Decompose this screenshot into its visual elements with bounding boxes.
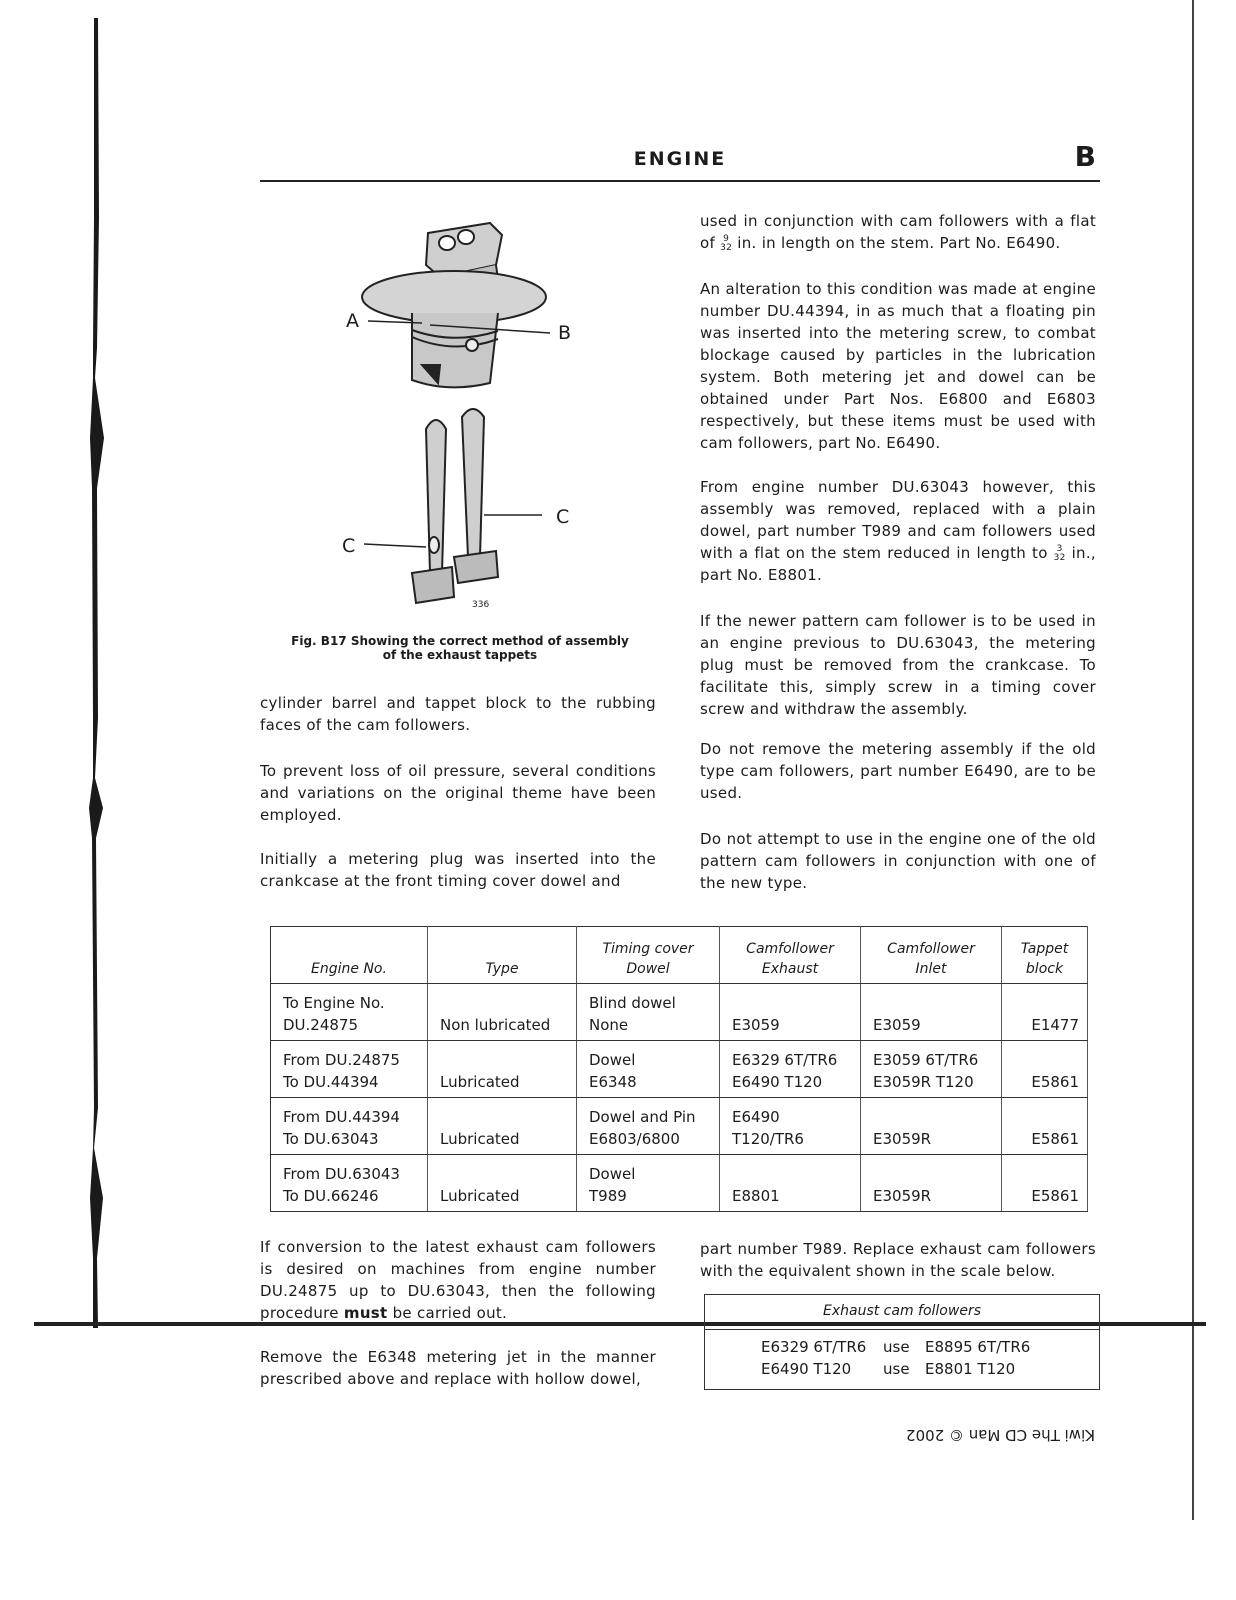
exhaust-cam-followers-table <box>704 1294 1100 1390</box>
header-engine-no: Engine No. <box>271 927 428 984</box>
page-title: ENGINE <box>633 148 727 170</box>
cell-tappet: E5861 <box>1002 1041 1088 1098</box>
left-paragraph-1-text: cylinder barrel and tappet block to the rubbing faces of the cam followers. <box>260 694 656 734</box>
cell-tappet: E5861 <box>1002 1098 1088 1155</box>
right-paragraph-4 <box>700 610 1096 720</box>
cell-inlet: E3059R <box>861 1155 1002 1212</box>
new-part: E8895 6T/TR6 <box>925 1338 1031 1356</box>
right-p3-before: From engine number DU.63043 however, this assembly was removed, replaced with a plain dowel, part number T989 and cam followers used with a flat on the stem reduced in length to <box>700 478 1096 562</box>
figure-label-c-right: C <box>556 506 570 528</box>
left-paragraph-2-text: To prevent loss of oil pressure, several conditions and variations on the original theme have been employed. <box>260 762 656 824</box>
cell-tappet: E1477 <box>1002 984 1088 1041</box>
right-paragraph-2-text: An alteration to this condition was made at engine number DU.44394, in as much that a floating pin was inserted into the metering screw, to combat blockage caused by particles in the lubrication system. Both metering jet and dowel can be obtained under Part Nos. E6800 and E6803 respectively, but these items must be used with cam followers, part No. E6490. <box>700 280 1096 452</box>
bottom-right-paragraph-1-text: part number T989. Replace exhaust cam followers with the equivalent shown in the scale below. <box>700 1240 1096 1280</box>
emphasis-must: must <box>343 1304 388 1322</box>
cell-exhaust: E6329 6T/TR6 E6490 T120 <box>720 1041 861 1098</box>
section-letter: B <box>1074 140 1096 173</box>
right-p1-before: used in conjunction with cam followers with a flat of <box>700 212 1096 252</box>
scan-binding-edge <box>88 18 106 1328</box>
table-row <box>271 1098 1088 1155</box>
new-part: E8801 T120 <box>925 1360 1016 1378</box>
cell-engine-no: From DU.44394 To DU.63043 <box>271 1098 428 1155</box>
right-paragraph-2 <box>700 278 1096 454</box>
left-paragraph-2 <box>260 760 656 826</box>
header-camfollower-exhaust: Camfollower Exhaust <box>720 927 861 984</box>
old-part: E6329 6T/TR6 <box>761 1338 867 1356</box>
cell-exhaust: E8801 <box>720 1155 861 1212</box>
bottom-left-paragraph-2-text: Remove the E6348 metering jet in the manner prescribed above and replace with hollow dowel, <box>260 1348 656 1388</box>
figure-number: 336 <box>472 600 490 610</box>
header-timing-dowel: Timing cover Dowel <box>577 927 720 984</box>
cell-dowel: Blind dowel None <box>577 984 720 1041</box>
fraction-numerator: 9 <box>723 233 730 244</box>
figure-caption-line-2: of the exhaust tappets <box>382 648 538 662</box>
bottom-left-paragraph-1 <box>260 1236 656 1324</box>
right-paragraph-1 <box>700 210 1096 254</box>
left-paragraph-3-text: Initially a metering plug was inserted into the crankcase at the front timing cover dowel and <box>260 850 656 890</box>
fraction-denominator: 32 <box>1053 552 1066 563</box>
cell-type: Lubricated <box>428 1098 577 1155</box>
exhaust-table-row <box>705 1336 1099 1358</box>
left-paragraph-1 <box>260 692 656 736</box>
fraction-three-thirtyseconds <box>1054 545 1066 563</box>
table-row <box>271 984 1088 1041</box>
right-paragraph-3 <box>700 476 1096 586</box>
fraction-nine-thirtyseconds <box>720 235 732 253</box>
right-paragraph-6 <box>700 828 1096 894</box>
cell-type: Lubricated <box>428 1155 577 1212</box>
fraction-numerator: 3 <box>1056 543 1063 554</box>
bottom-left-paragraph-2 <box>260 1346 656 1390</box>
fraction-denominator: 32 <box>720 242 733 253</box>
cell-engine-no: From DU.63043 To DU.66246 <box>271 1155 428 1212</box>
right-paragraph-4-text: If the newer pattern cam follower is to be used in an engine previous to DU.63043, the metering plug must be removed from the crankcase. To facilitate this, simply screw in a timing cover screw and withdraw the assembly. <box>700 612 1096 718</box>
right-paragraph-6-text: Do not attempt to use in the engine one of the old pattern cam followers in conjunction with one of the new type. <box>700 830 1096 892</box>
conversion-text: If conversion to the latest exhaust cam followers is desired on machines from engine number DU.24875 up to DU.63043, then the following procedure <box>260 1238 656 1322</box>
cell-inlet: E3059R <box>861 1098 1002 1155</box>
header-tappet-block: Tappet block <box>1002 927 1088 984</box>
cell-type: Lubricated <box>428 1041 577 1098</box>
exhaust-tappet-illustration <box>330 205 610 615</box>
cell-dowel: Dowel and Pin E6803/6800 <box>577 1098 720 1155</box>
right-paragraph-5-text: Do not remove the metering assembly if the old type cam followers, part number E6490, are to be used. <box>700 740 1096 802</box>
use-label: use <box>883 1360 910 1378</box>
figure-label-c-left: C <box>342 535 356 557</box>
cell-exhaust: E3059 <box>720 984 861 1041</box>
bottom-right-paragraph-1 <box>700 1238 1096 1282</box>
cell-dowel: Dowel T989 <box>577 1155 720 1212</box>
header-type: Type <box>428 927 577 984</box>
cell-tappet: E5861 <box>1002 1155 1088 1212</box>
scan-right-edge <box>1192 0 1194 1520</box>
copyright-watermark: Kiwi The CD Man © 2002 <box>906 1426 1096 1444</box>
cell-inlet: E3059 6T/TR6 E3059R T120 <box>861 1041 1002 1098</box>
cell-type: Non lubricated <box>428 984 577 1041</box>
cell-inlet: E3059 <box>861 984 1002 1041</box>
engine-conditions-table <box>270 926 1088 1212</box>
right-p1-after: in. in length on the stem. Part No. E6490. <box>737 234 1061 252</box>
table-row <box>271 1041 1088 1098</box>
cell-engine-no: From DU.24875 To DU.44394 <box>271 1041 428 1098</box>
left-paragraph-3 <box>260 848 656 892</box>
page-header <box>260 140 1100 182</box>
cell-exhaust: E6490 T120/TR6 <box>720 1098 861 1155</box>
right-paragraph-5 <box>700 738 1096 804</box>
exhaust-table-caption: Exhaust cam followers <box>705 1295 1099 1330</box>
exhaust-table-row <box>705 1358 1099 1380</box>
figure-caption <box>264 634 656 662</box>
table-header-row <box>271 927 1088 984</box>
figure-label-b: B <box>558 322 572 344</box>
header-camfollower-inlet: Camfollower Inlet <box>861 927 1002 984</box>
cell-engine-no: To Engine No. DU.24875 <box>271 984 428 1041</box>
conversion-text-end: be carried out. <box>392 1304 508 1322</box>
use-label: use <box>883 1338 910 1356</box>
cell-dowel: Dowel E6348 <box>577 1041 720 1098</box>
figure-caption-line-1: Fig. B17 Showing the correct method of assembly <box>291 634 629 648</box>
table-row <box>271 1155 1088 1212</box>
figure-label-a: A <box>346 310 359 332</box>
right-p3-after: in., part No. E8801. <box>700 544 1097 584</box>
old-part: E6490 T120 <box>761 1360 852 1378</box>
